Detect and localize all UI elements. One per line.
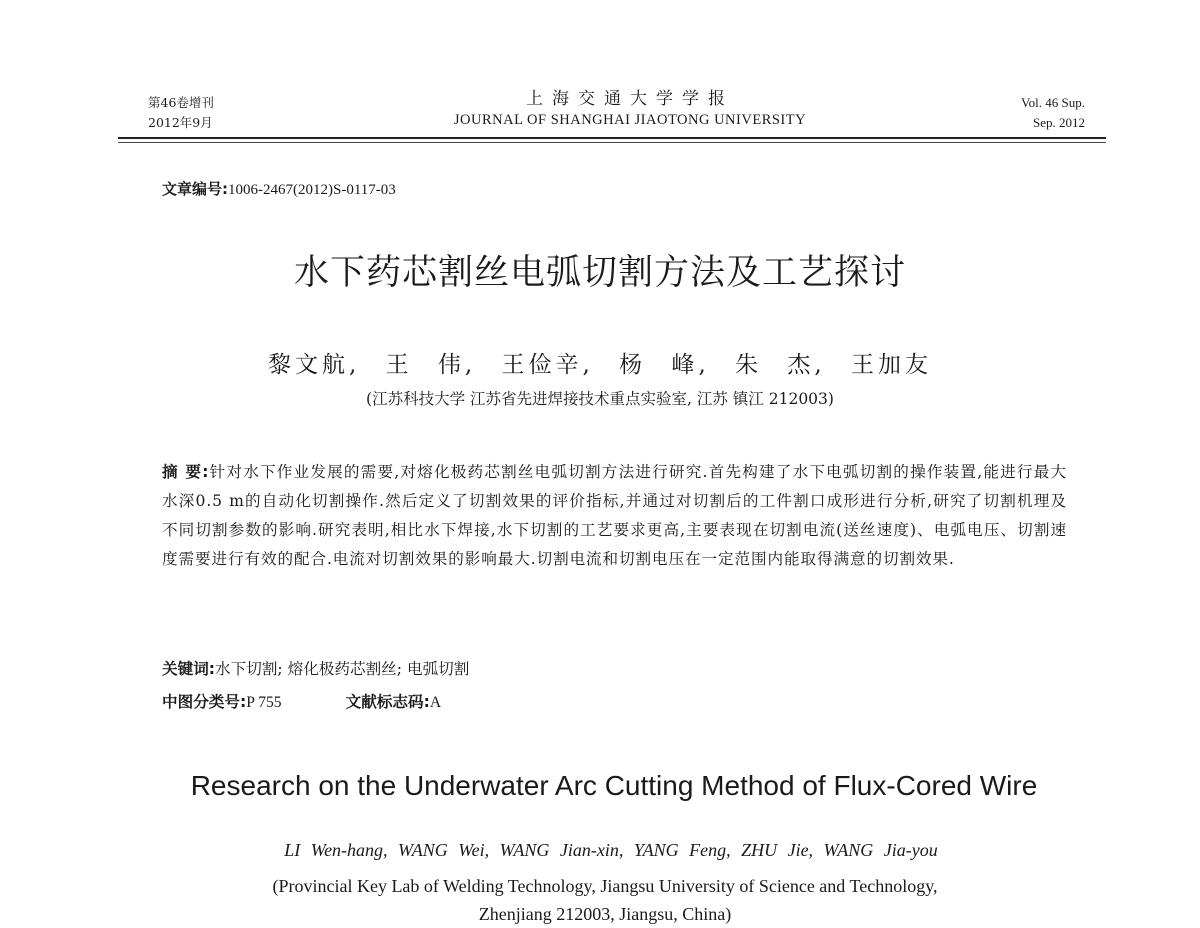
doc-code-label: 文献标志码:: [345, 693, 430, 711]
paper-title-cn: 水下药芯割丝电弧切割方法及工艺探讨: [293, 253, 906, 293]
abstract-label: 摘 要:: [162, 463, 210, 481]
journal-name-cn: 上海交通大学学报: [526, 89, 734, 109]
article-number-value: 1006-2467(2012)S-0117-03: [228, 182, 396, 198]
keywords: [162, 657, 469, 681]
issue-date-en: Sep. 2012: [1033, 115, 1085, 130]
journal-issue-info: [148, 93, 214, 133]
journal-name: [380, 88, 880, 130]
abstract-text: 针对水下作业发展的需要,对熔化极药芯割丝电弧切割方法进行研究.首先构建了水下电弧切割的操作装置,能进行最大水深0.5 m的自动化切割操作.然后定义了切割效果的评价指标,并通过对切割后的工件割口成形进行分析,研究了切割机理及不同切割参数的影响.研究表明,相比水下焊接,水下切割的工艺要求更高,主要表现在切割电流(送丝速度)、电弧电压、切割速度需要进行有效的配合.电流对切割效果的影响最大.切割电流和切割电压在一定范围内能取得满意的切割效果.: [162, 463, 1067, 568]
journal-volume-en: [1021, 93, 1085, 133]
journal-name-en: JOURNAL OF SHANGHAI JIAOTONG UNIVERSITY: [453, 112, 807, 128]
classification-line: [162, 690, 441, 715]
affiliation-en-line1: (Provincial Key Lab of Welding Technology, Jiangsu University of Science and Technology,: [272, 876, 938, 896]
abstract-cn: [162, 458, 1067, 574]
volume-label-en: Vol. 46 Sup.: [1020, 95, 1085, 110]
authors-cn: 黎文航, 王 伟, 王俭辛, 杨 峰, 朱 杰, 王加友: [267, 352, 933, 378]
keywords-text: 水下切割; 熔化极药芯割丝; 电弧切割: [215, 660, 470, 678]
header-rule-thick: [118, 137, 1106, 139]
affiliation-cn: (江苏科技大学 江苏省先进焊接技术重点实验室, 江苏 镇江 212003): [366, 390, 834, 408]
clc-label: 中图分类号:: [162, 693, 247, 711]
paper-title-en: Research on the Underwater Arc Cutting Method of Flux-Cored Wire: [190, 770, 1038, 801]
article-number: [162, 178, 396, 199]
header-rule-thin: [118, 142, 1106, 143]
affiliation-en-line2: Zhenjiang 212003, Jiangsu, China): [478, 904, 732, 924]
keywords-label: 关键词:: [162, 660, 216, 678]
issue-date: 2012年9月: [148, 115, 213, 130]
affiliation-en: [0, 872, 1200, 928]
article-number-label: 文章编号:: [162, 180, 228, 198]
volume-label: 第46卷增刊: [148, 95, 214, 110]
clc-value: P 755: [246, 694, 282, 711]
doc-code-value: A: [429, 694, 442, 711]
authors-en: LI Wen-hang, WANG Wei, WANG Jian-xin, YANG Feng, ZHU Jie, WANG Jia-you: [284, 840, 938, 860]
